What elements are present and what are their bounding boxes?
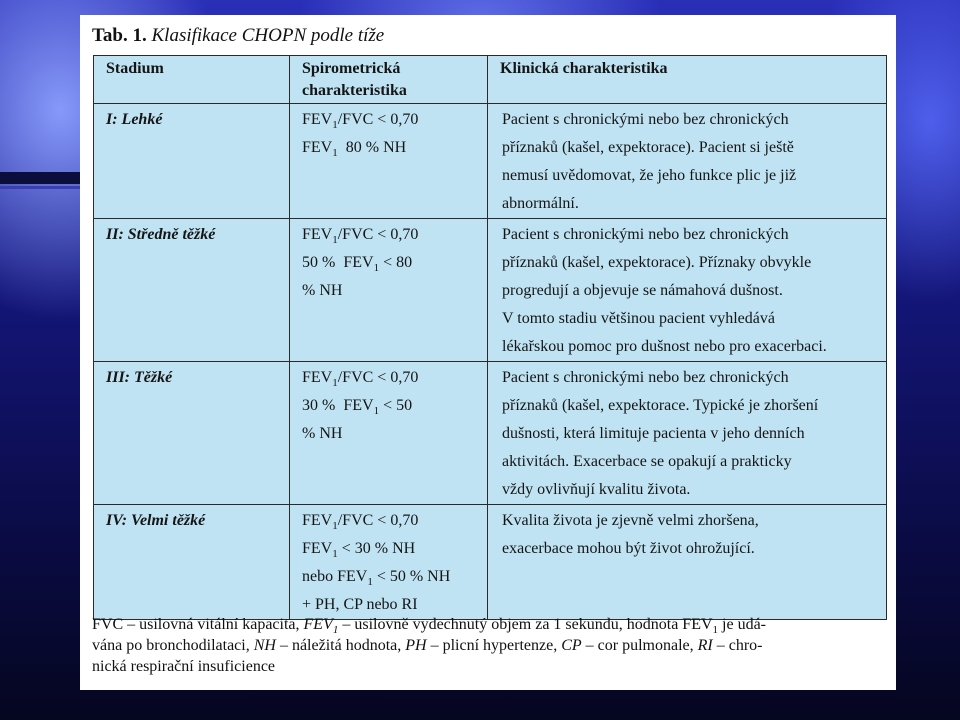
table-row xyxy=(94,219,887,362)
header-clinical: Klinická charakteristika xyxy=(488,56,887,104)
spirometry-cell: $FEV_1$/FVC < 0,70 $FEV_1$ 80 % NH xyxy=(290,104,488,219)
decorative-bar xyxy=(0,172,80,184)
table-row xyxy=(94,104,887,219)
stage-cell: IV: Velmi těžké xyxy=(94,505,290,620)
table-title xyxy=(92,25,384,47)
header-stadium: Stadium xyxy=(94,56,290,104)
stage-cell: II: Středně těžké xyxy=(94,219,290,362)
spirometry-cell: $FEV_1$/FVC < 0,70 30 % $FEV_1 < 50$ % NH xyxy=(290,362,488,505)
slide-panel xyxy=(80,15,896,690)
table-footnote: FVC – usilovná vitální kapacita, $FEV_1$ – usilovně vydechnutý objem za 1 sekundu, hodnota $FEV_1$ je udá- vána po bronchodilataci, NH – náležitá hodnota, PH – plicní hypertenze, CP – cor pulmonale, RI – chro- nická respirační insuficience xyxy=(92,616,767,675)
stage-cell: I: Lehké xyxy=(94,104,290,219)
clinical-cell: Kvalita života je zjevně velmi zhoršena, exacerbace mohou být život ohrožující. xyxy=(488,505,887,620)
decorative-bar-accent xyxy=(0,186,80,189)
header-row xyxy=(94,56,887,104)
spirometry-cell: $FEV_1$/FVC < 0,70 50 % $FEV_1 < 80$ % NH xyxy=(290,219,488,362)
clinical-cell: Pacient s chronickými nebo bez chronických příznaků (kašel, expektorace). Pacient si ještě nemusí uvědomovat, že jeho funkce plic je již abnormální. xyxy=(488,104,887,219)
classification-table xyxy=(93,55,887,620)
clinical-cell: Pacient s chronickými nebo bez chronických příznaků (kašel, expektorace. Typické je zhoršení dušnosti, která limituje pacienta v jeho denních aktivitách. Exacerbace se opakují a prakticky vždy ovlivňují kvalitu života. xyxy=(488,362,887,505)
spirometry-cell: $FEV_1$/FVC < 0,70 $FEV_1 < 30$ % NH nebo $FEV_1 < 50$ % NH + PH, CP nebo RI xyxy=(290,505,488,620)
header-spirometry: Spirometrická charakteristika xyxy=(290,56,488,104)
stage-cell: III: Těžké xyxy=(94,362,290,505)
table-caption: Klasifikace CHOPN podle tíže xyxy=(151,25,385,46)
table-number: Tab. 1. xyxy=(92,25,147,46)
table-row xyxy=(94,505,887,620)
clinical-cell: Pacient s chronickými nebo bez chronických příznaků (kašel, expektorace). Příznaky obvykle progredují a objevuje se námahová dušnost. V tomto stadiu většinou pacient vyhledává lékařskou pomoc pro dušnost nebo pro exacerbaci. xyxy=(488,219,887,362)
table-row xyxy=(94,362,887,505)
